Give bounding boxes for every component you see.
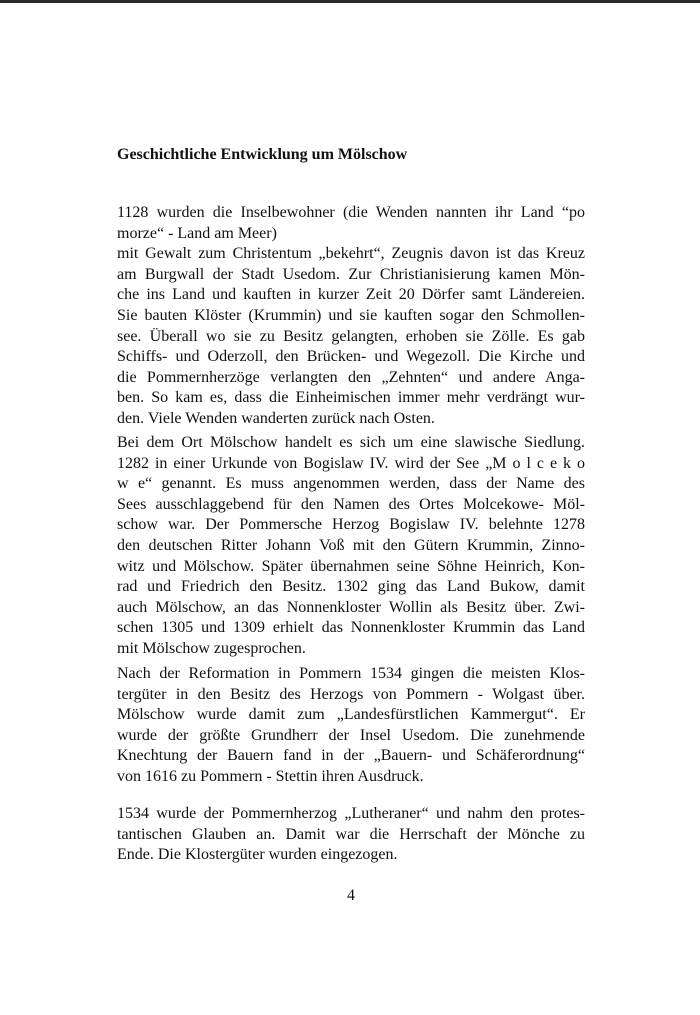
paragraph-line: ben. So kam es, dass die Einheimischen immer mehr verdrängt wur- xyxy=(117,389,585,407)
paragraph-line: Sie bauten Klöster (Krummin) und sie kauften sogar den Schmollen- xyxy=(117,306,585,324)
paragraph-3 xyxy=(117,664,585,788)
paragraph-line: 1282 in einer Urkunde von Bogislaw IV. wird der See „M o l c e k o xyxy=(117,454,585,472)
paragraph-line: 1534 wurde der Pommernherzog „Lutheraner“ und nahm den protes- xyxy=(117,805,585,822)
page-heading: Geschichtliche Entwicklung um Mölschow xyxy=(117,146,408,163)
paragraph-line: w e“ genannt. Es muss angenommen werden, dass der Name des xyxy=(117,475,585,493)
paragraph-line: Bei dem Ort Mölschow handelt es sich um eine slawische Siedlung. xyxy=(117,434,585,451)
paragraph-line: Nach der Reformation in Pommern 1534 gingen die meisten Klos- xyxy=(117,665,585,682)
paragraph-line: schen 1305 und 1309 erhielt das Nonnenkloster Krummin das Land xyxy=(117,619,585,637)
paragraph-line: auch Mölschow, an das Nonnenkloster Wollin als Besitz über. Zwi- xyxy=(117,598,585,616)
paragraph-2 xyxy=(117,433,585,660)
paragraph-line: morze“ - Land am Meer) xyxy=(117,224,277,242)
paragraph-line: Sees ausschlaggebend für den Namen des Ortes Molcekowe- Möl- xyxy=(117,495,585,513)
paragraph-line: den deutschen Ritter Johann Voß mit den Gütern Krummin, Zinno- xyxy=(117,536,585,554)
paragraph-line: 1128 wurden die Inselbewohner (die Wenden nannten ihr Land “po xyxy=(117,204,585,221)
page-number: 4 xyxy=(347,887,355,904)
paragraph-line: am Burgwall der Stadt Usedom. Zur Christianisierung kamen Mön- xyxy=(117,265,585,283)
paragraph-line: che ins Land und kauften in kurzer Zeit 20 Dörfer samt Ländereien. xyxy=(117,286,585,304)
paragraph-line: rad und Friedrich den Besitz. 1302 ging das Land Bukow, damit xyxy=(117,578,585,596)
paragraph-4 xyxy=(117,804,585,866)
paragraph-1 xyxy=(117,203,585,430)
paragraph-line: witz und Mölschow. Später übernahmen seine Söhne Heinrich, Kon- xyxy=(117,557,585,575)
paragraph-line: Ende. Die Klostergüter wurden eingezogen. xyxy=(117,846,398,864)
paragraph-line: Knechtung der Bauern fand in der „Bauern- und Schäferordnung“ xyxy=(117,747,585,765)
paragraph-line: mit Mölschow zugesprochen. xyxy=(117,639,306,657)
paragraph-line: tantischen Glauben an. Damit war die Herrschaft der Mönche zu xyxy=(117,825,585,843)
paragraph-line: Mölschow wurde damit zum „Landesfürstlichen Kammergut“. Er xyxy=(117,706,585,724)
paragraph-line: die Pommernherzöge verlangten den „Zehnten“ und andere Anga- xyxy=(117,368,585,386)
paragraph-line: mit Gewalt zum Christentum „bekehrt“, Zeugnis davon ist das Kreuz xyxy=(117,245,585,263)
paragraph-line: tergüter in den Besitz des Herzogs von Pommern - Wolgast über. xyxy=(117,685,585,703)
paragraph-line: den. Viele Wenden wanderten zurück nach Osten. xyxy=(117,409,435,427)
paragraph-line: Schiffs- und Oderzoll, den Brücken- und Wegezoll. Die Kirche und xyxy=(117,348,585,366)
paragraph-line: schow war. Der Pommersche Herzog Bogislaw IV. belehnte 1278 xyxy=(117,516,585,534)
paragraph-line: von 1616 zu Pommern - Stettin ihren Ausdruck. xyxy=(117,767,424,785)
paragraph-line: see. Überall wo sie zu Besitz gelangten, erhoben sie Zölle. Es gab xyxy=(117,327,585,345)
paragraph-line: wurde der größte Grundherr der Insel Usedom. Die zunehmende xyxy=(117,726,585,744)
top-edge-rule xyxy=(0,0,700,3)
